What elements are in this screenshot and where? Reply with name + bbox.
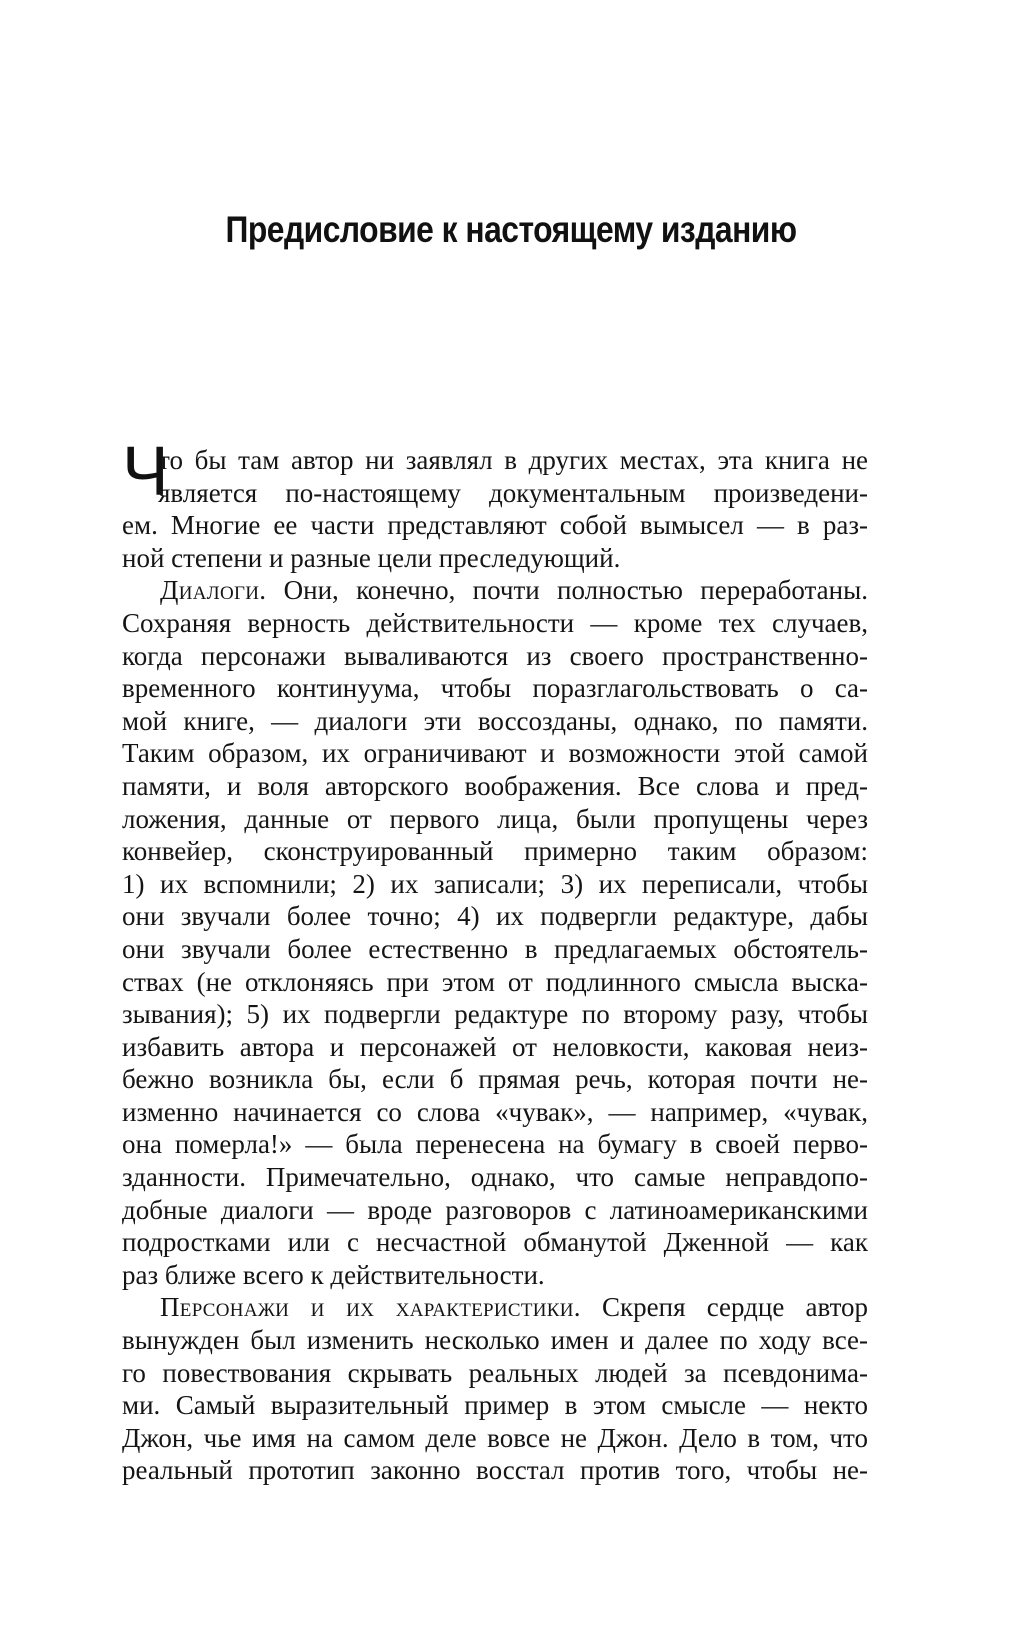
text-line [122, 998, 868, 1031]
line-text: ной степени и разные цели преследующий. [122, 542, 621, 573]
text-line [122, 1389, 868, 1422]
text-line [122, 933, 868, 966]
chapter-title: Предисловие к настоящему изданию [225, 209, 797, 250]
line-text: вынужден был изменить несколько имен и далее по ходу все- [122, 1325, 868, 1356]
line-text: ми. Самый выразительный пример в этом смысле — некто [122, 1390, 868, 1421]
line-text: зданности. Примечательно, однако, что самые неправдопо- [122, 1162, 868, 1193]
line-text: когда персонажи вываливаются из своего пространственно- [122, 640, 868, 671]
text-line [122, 1031, 868, 1064]
text-line [122, 509, 868, 542]
section-lead: Диалоги. [160, 575, 267, 606]
line-text: ствах (не отклоняясь при этом от подлинного смысла выска- [122, 966, 868, 997]
text-line [122, 1324, 868, 1357]
text-line [122, 737, 868, 770]
line-text: она померла!» — была перенесена на бумагу в своей перво- [122, 1129, 868, 1160]
text-line [122, 770, 868, 803]
body-text [122, 432, 869, 1487]
line-text: памяти, и воля авторского воображения. Все слова и пред- [122, 770, 868, 801]
line-text: они звучали более естественно в предлагаемых обстоятель- [122, 933, 868, 964]
text-line [122, 1259, 868, 1292]
line-text: избавить автора и персонажей от неловкости, каковая неиз- [122, 1031, 868, 1062]
text-line [122, 803, 868, 836]
text-line [122, 1128, 868, 1161]
line-text: является по-настоящему документальным произведени- [158, 477, 868, 508]
text-line [122, 1226, 868, 1259]
text-line [122, 1096, 868, 1129]
line-text: зывания); 5) их подвергли редактуре по второму разу, чтобы [122, 999, 868, 1030]
line-text: 1) их вспомнили; 2) их записали; 3) их переписали, чтобы [122, 868, 868, 899]
text-line [122, 705, 868, 738]
text-line [122, 1454, 868, 1487]
text-line [122, 1194, 868, 1227]
line-text: Сохраняя верность действительности — кроме тех случаев, [122, 607, 868, 638]
line-text: Скрепя сердце автор [580, 1292, 869, 1323]
line-text: ем. Многие ее части представляют собой вымысел — в раз- [122, 510, 868, 541]
line-text: го повествования скрывать реальных людей за псевдонима- [122, 1357, 868, 1388]
line-text: Таким образом, их ограничивают и возможности этой самой [122, 738, 868, 769]
text-line [122, 1161, 868, 1194]
line-text: Джон, чье имя на самом деле вовсе не Джон. Дело в том, что [122, 1422, 868, 1453]
line-text: реальный прототип законно восстал против того, чтобы не- [122, 1455, 868, 1486]
line-text: подростками или с несчастной обманутой Дженной — как [122, 1227, 868, 1258]
text-line [122, 835, 868, 868]
line-text: раз ближе всего к действительности. [122, 1259, 545, 1290]
text-line [122, 542, 868, 575]
line-text: Они, конечно, почти полностью переработаны. [266, 575, 868, 606]
text-line [122, 477, 868, 510]
text-line [122, 1357, 868, 1390]
line-text: они звучали более точно; 4) их подвергли редактуре, дабы [122, 901, 868, 932]
line-text: конвейер, сконструированный примерно таким образом: [122, 836, 868, 867]
text-line [122, 1063, 868, 1096]
text-line [122, 1291, 868, 1324]
text-line [122, 966, 868, 999]
line-text: изменно начинается со слова «чувак», — например, «чувак, [122, 1096, 868, 1127]
line-text: добные диалоги — вроде разговоров с латиноамериканскими [122, 1194, 868, 1225]
text-line [122, 607, 868, 640]
line-text: временного континуума, чтобы поразглагольствовать о са- [122, 673, 868, 704]
line-text: то бы там автор ни заявлял в других местах, эта книга не [158, 445, 868, 475]
text-line [122, 672, 868, 705]
text-line [122, 868, 868, 901]
line-text: ложения, данные от первого лица, были пропущены через [122, 803, 868, 834]
text-line [122, 574, 868, 607]
drop-cap: Ч [122, 432, 169, 510]
text-line [122, 640, 868, 673]
line-text: бежно возникла бы, если б прямая речь, которая почти не- [122, 1064, 868, 1095]
text-line [122, 900, 868, 933]
text-line [122, 1422, 868, 1455]
section-lead: Персонажи и их характеристики. [160, 1292, 581, 1323]
line-text: мой книге, — диалоги эти воссозданы, однако, по памяти. [122, 705, 868, 736]
